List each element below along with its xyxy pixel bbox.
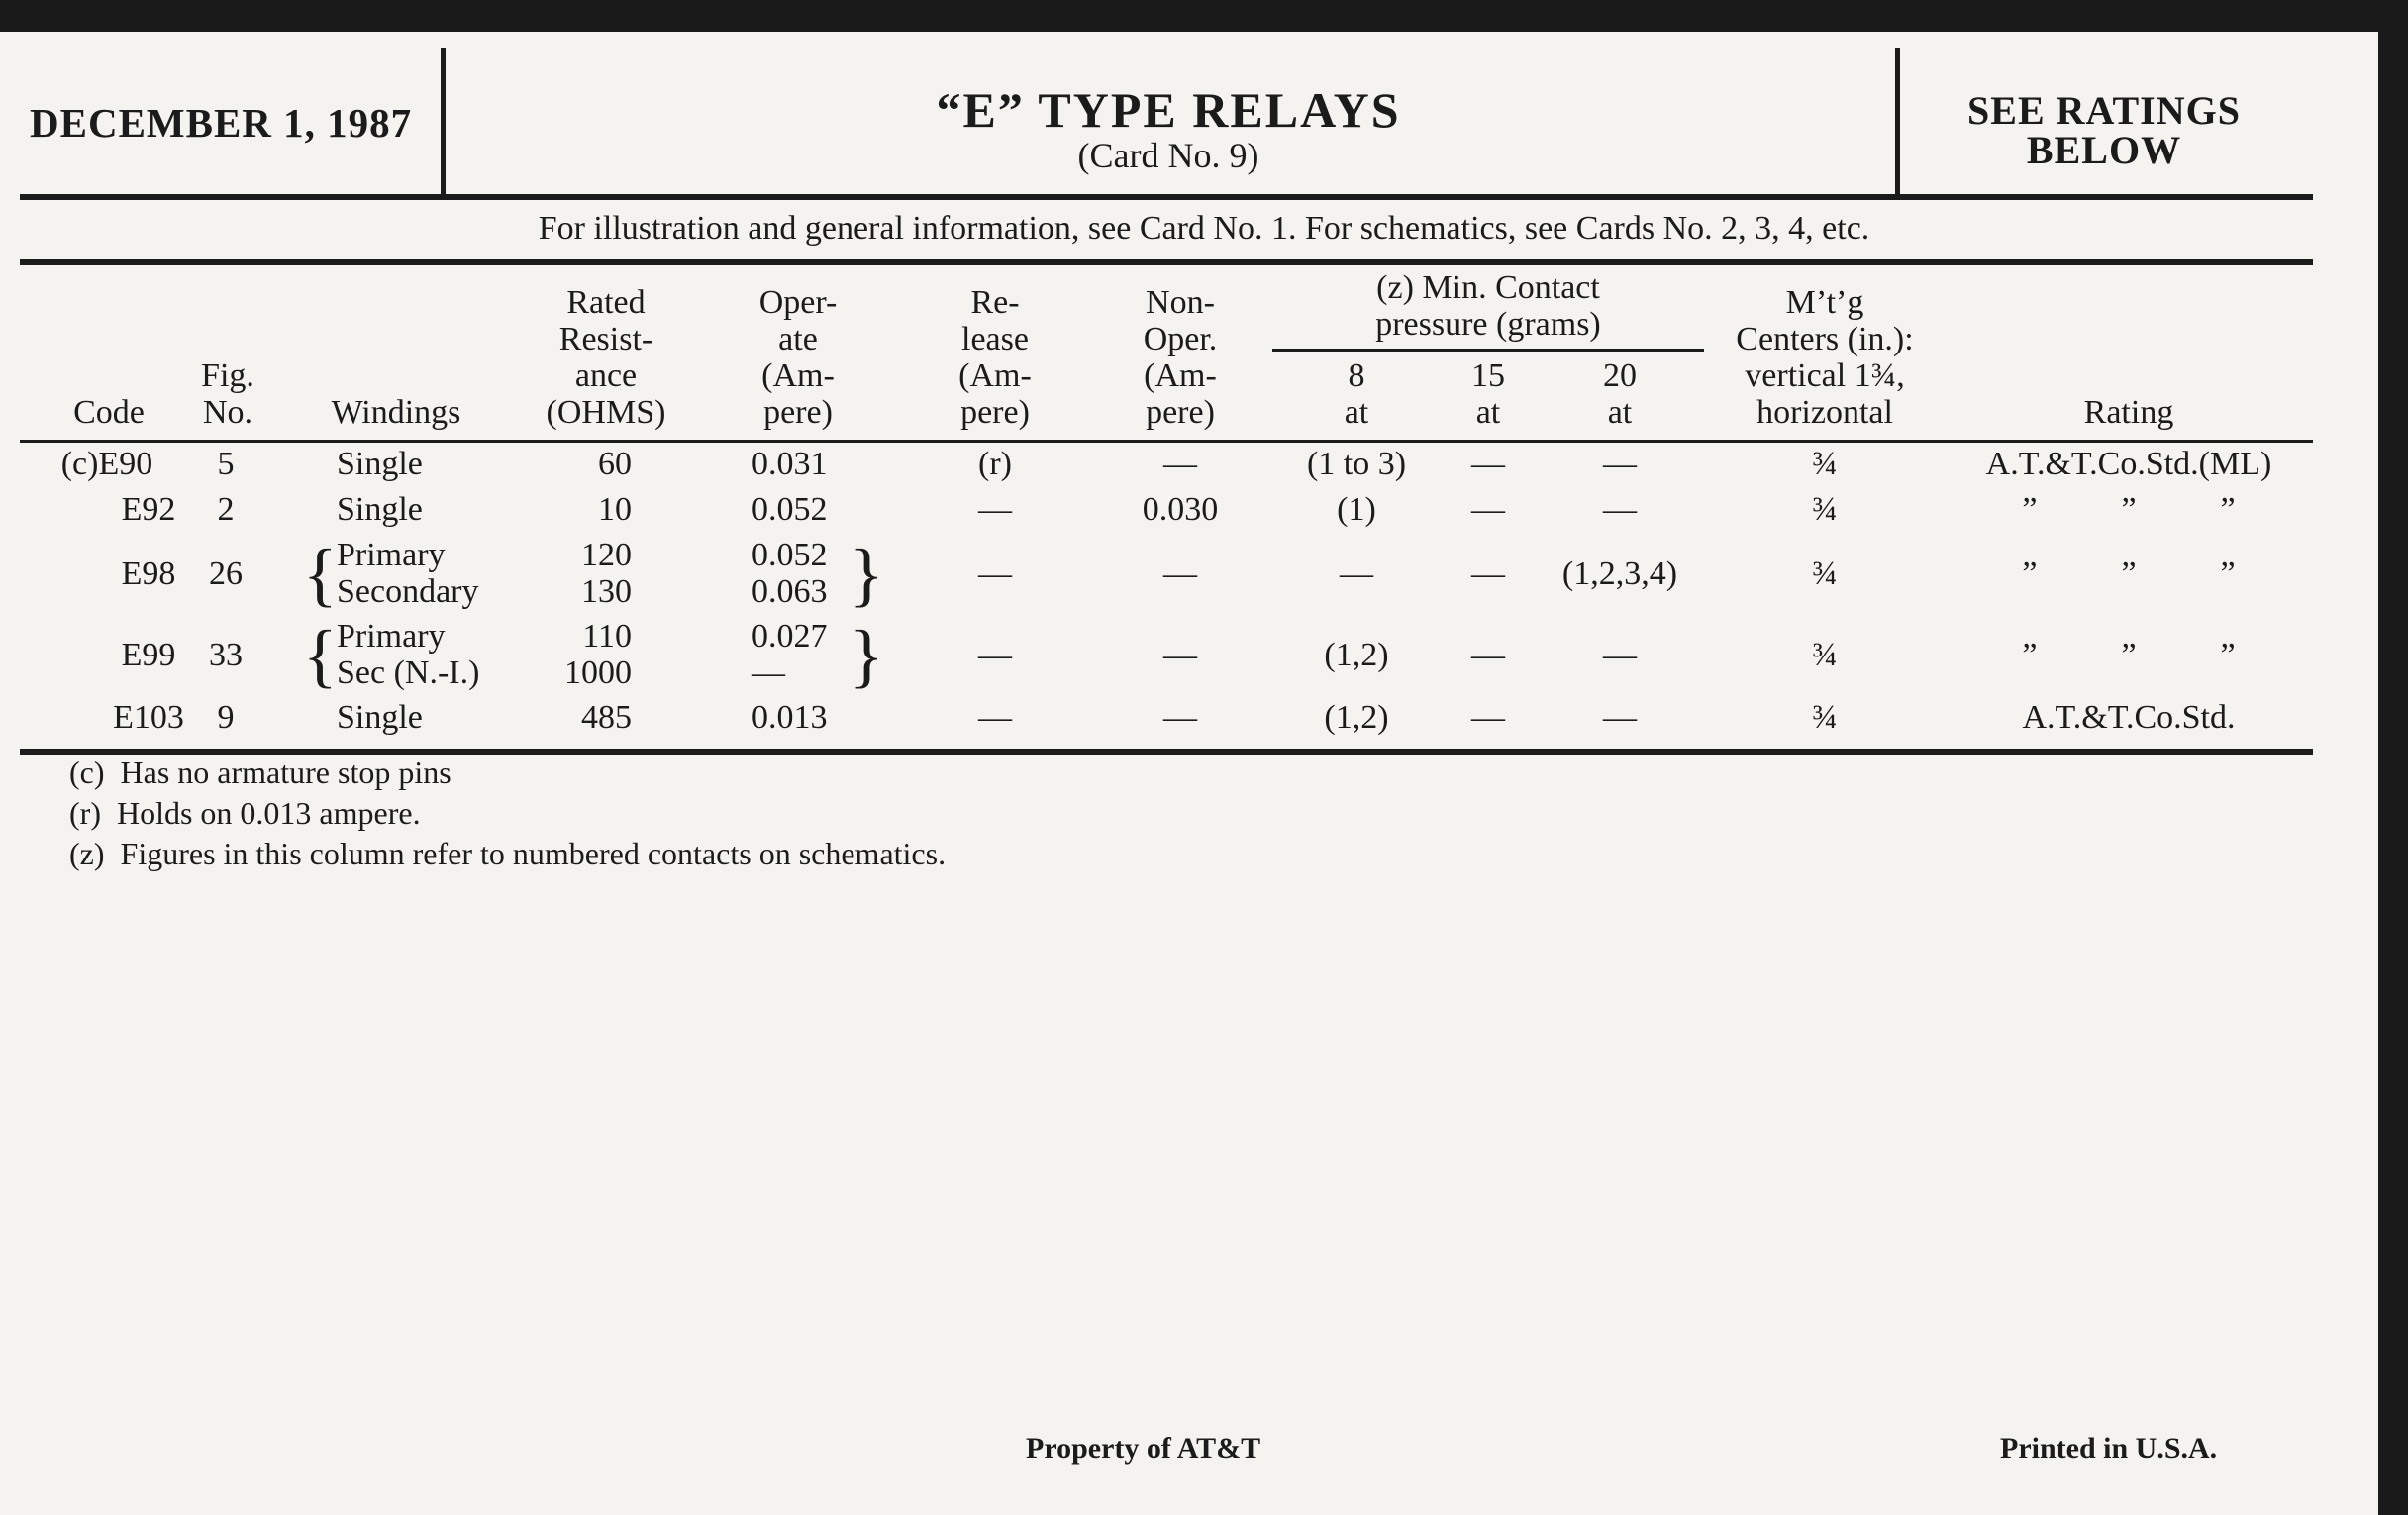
cell-fig: 2 [217,491,235,528]
cell-rating: ” ” ” [2022,636,2236,673]
cell-contact-15: — [1471,636,1505,673]
cell-rating: ” ” ” [2022,555,2236,592]
cell-contact-15: — [1471,446,1505,482]
cell-contact-8: — [1340,555,1373,592]
cell-nonoper: — [1163,699,1197,736]
cell-fig: 9 [217,699,235,736]
col-header-resistance-line: Rated [566,284,646,321]
see-ratings-note [1901,88,2307,172]
col-header-mounting-line: Centers (in.): [1736,321,1914,357]
col-header-20-at-line: 20 [1603,357,1637,394]
cell-operate: 0.052 [752,491,828,528]
contact-group-rule [1272,349,1704,352]
info-rule [20,259,2313,265]
cell-fig: 33 [209,636,243,673]
cell-code: E98 [121,555,176,592]
col-header-nonoper-line: (Am- [1144,357,1217,394]
cell-operate: — [752,655,785,691]
cell-winding: Primary [337,618,446,655]
col-header-resistance-line: ance [574,357,638,394]
cell-contact-20: — [1603,491,1637,528]
cell-operate: 0.052 [752,537,828,573]
col-header-windings-line: Windings [331,394,461,431]
cell-resistance: 10 [598,491,632,528]
footer-printed: Printed in U.S.A. [2000,1432,2218,1464]
cell-nonoper: — [1163,555,1197,592]
col-header-nonoper-line: Non- [1146,284,1215,321]
cell-release: — [978,555,1012,592]
col-header-release-line: (Am- [958,357,1032,394]
cell-operate: 0.063 [752,573,828,610]
cell-contact-8: (1,2) [1324,636,1389,673]
cell-winding: Sec (N.-I.) [337,655,480,691]
cell-rating: ” ” ” [2022,491,2236,528]
col-header-contact-group-line: (z) Min. Contact [1376,269,1600,306]
cell-contact-20: — [1603,446,1637,482]
col-header-mounting-line: M’t’g [1785,284,1864,321]
cell-winding: Single [337,699,423,736]
col-header-contact-group-line: pressure (grams) [1375,306,1601,343]
cell-winding: Primary [337,537,446,573]
cell-contact-15: — [1471,699,1505,736]
col-header-15-at-line: at [1475,394,1501,431]
col-header-mounting [1696,284,1954,431]
cell-fig: 26 [209,555,243,592]
col-header-operate-line: pere) [763,394,833,431]
cell-fig: 5 [217,446,235,482]
operate-brace-icon: } [850,535,884,614]
cell-code: E92 [121,491,176,528]
cell-winding: Single [337,446,423,482]
cell-resistance: 120 [581,537,632,573]
cell-contact-8: (1 to 3) [1306,446,1407,482]
cell-resistance: 1000 [564,655,632,691]
card-subtitle: (Card No. 9) [1077,136,1259,175]
footnote: (c) Has no armature stop pins [69,755,452,790]
col-header-fig-line: No. [202,394,253,431]
cell-release: (r) [978,446,1012,482]
cell-resistance: 60 [598,446,632,482]
cell-contact-8: (1) [1337,491,1376,528]
cell-resistance: 130 [581,573,632,610]
col-header-mounting-line: vertical 1¾, [1745,357,1905,394]
col-header-mounting-line: horizontal [1756,394,1893,431]
col-header-rating [2000,394,2258,431]
cell-code: (c)E90 [60,446,153,482]
col-header-resistance-line: (OHMS) [546,394,666,431]
cell-contact-20: — [1603,636,1637,673]
operate-brace-icon: } [850,616,884,695]
col-header-8-at-line: 8 [1348,357,1365,394]
cell-resistance: 110 [582,618,632,655]
header-divider-right [1895,48,1900,196]
winding-brace-icon: { [303,616,338,695]
cell-release: — [978,491,1012,528]
col-header-operate-line: Oper- [758,284,838,321]
col-header-fig-line: Fig. [201,357,254,394]
col-header-code-line: Code [73,394,145,431]
cell-mounting: ¾ [1812,636,1838,673]
col-header-release-line: pere) [960,394,1030,431]
cell-contact-20: (1,2,3,4) [1561,555,1678,592]
cell-contact-15: — [1471,491,1505,528]
col-header-nonoper-line: pere) [1146,394,1215,431]
footnote: (z) Figures in this column refer to numbered contacts on schematics. [69,836,947,871]
see-ratings-line2: BELOW [2026,128,2182,172]
col-header-15-at-line: 15 [1471,357,1505,394]
col-header-rating-line: Rating [2083,394,2174,431]
cell-nonoper: — [1163,636,1197,673]
cell-nonoper: 0.030 [1142,491,1219,528]
cell-nonoper: — [1163,446,1197,482]
see-ratings-line1: SEE RATINGS [1967,88,2241,133]
cell-release: — [978,636,1012,673]
card-date: DECEMBER 1, 1987 [30,100,413,146]
cell-operate: 0.013 [752,699,828,736]
cell-code: E103 [113,699,184,736]
column-header-rule [20,440,2313,443]
winding-brace-icon: { [303,535,338,614]
cell-code: E99 [121,636,176,673]
cell-release: — [978,699,1012,736]
col-header-release-line: lease [961,321,1029,357]
info-line: For illustration and general information, see Card No. 1. For schematics, see Cards No. 2, 3, 4, etc. [538,210,1870,247]
cell-mounting: ¾ [1812,555,1838,592]
col-header-resistance-line: Resist- [558,321,653,357]
cell-winding: Single [337,491,423,528]
cell-rating: A.T.&T.Co.Std.(ML) [1985,446,2272,482]
cell-mounting: ¾ [1812,699,1838,736]
col-header-20-at-line: at [1607,394,1633,431]
footnote: (r) Holds on 0.013 ampere. [69,795,421,831]
footer-property: Property of AT&T [1026,1432,1261,1464]
cell-operate: 0.031 [752,446,828,482]
cell-mounting: ¾ [1812,446,1838,482]
cell-contact-8: (1,2) [1324,699,1389,736]
cell-rating: A.T.&T.Co.Std. [2022,699,2236,736]
cell-resistance: 485 [581,699,632,736]
col-header-8-at-line: at [1344,394,1369,431]
cell-mounting: ¾ [1812,491,1838,528]
header-rule [20,194,2313,200]
col-header-operate-line: (Am- [761,357,835,394]
col-header-operate-line: ate [778,321,818,357]
col-header-release-line: Re- [970,284,1020,321]
cell-contact-20: — [1603,699,1637,736]
cell-contact-15: — [1471,555,1505,592]
cell-operate: 0.027 [752,618,828,655]
col-header-nonoper-line: Oper. [1143,321,1218,357]
col-header-contact-group [1270,269,1706,343]
cell-winding: Secondary [337,573,479,610]
card-title: “E” TYPE RELAYS [936,82,1401,138]
